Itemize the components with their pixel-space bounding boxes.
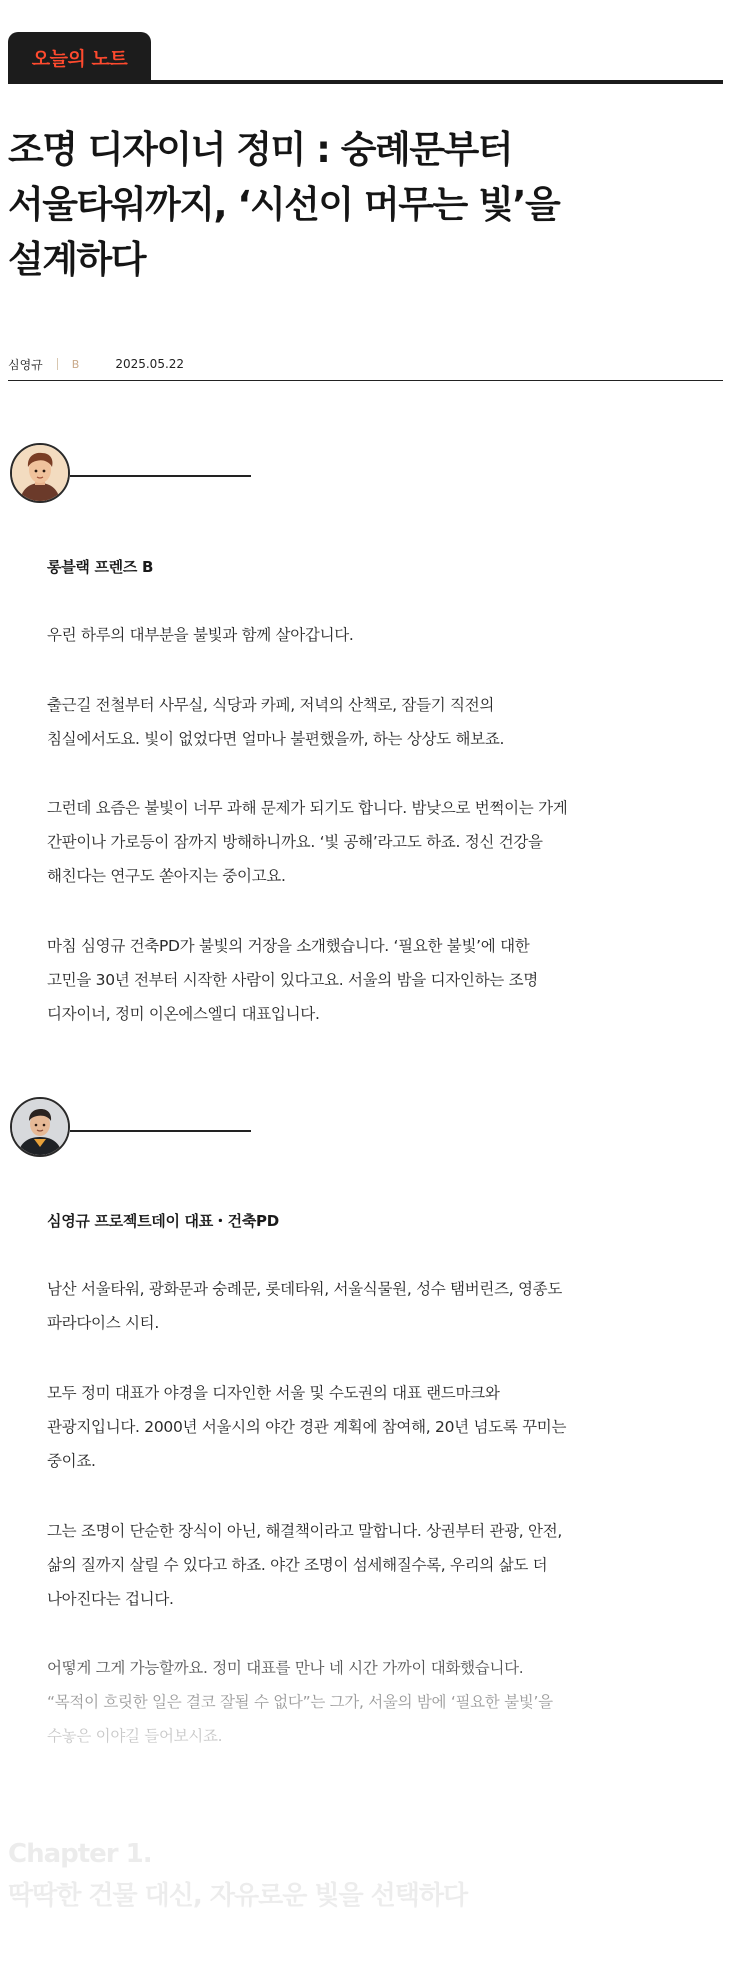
publish-date: 2025.05.22 bbox=[115, 357, 185, 371]
tab-todays-note[interactable] bbox=[8, 32, 151, 82]
note-header bbox=[8, 32, 723, 86]
author-badge: B bbox=[71, 357, 80, 371]
title-line: 서울타워까지, ‘시선이 머무는 빛’을 bbox=[8, 183, 560, 226]
body-paragraph: 그는 조명이 단순한 장식이 아닌, 해결책이라고 말합니다. 상권부터 관광, 안전, 삶의 질까지 살릴 수 있다고 하죠. 야간 조명이 섬세해질수록, 우리의 삶도 더 나아진다는 겁니다. bbox=[47, 1522, 563, 1608]
avatar-shim-younggyu bbox=[10, 1097, 70, 1157]
header-divider bbox=[8, 80, 723, 84]
speaker-line bbox=[70, 1130, 251, 1132]
chapter-heading bbox=[8, 1833, 467, 1917]
meta-separator bbox=[57, 358, 58, 370]
body-paragraph: 우린 하루의 대부분을 불빛과 함께 살아갑니다. bbox=[47, 626, 354, 644]
title-line: 조명 디자이너 정미 : 숭례문부터 bbox=[8, 128, 512, 171]
avatar-longblack-friends bbox=[10, 443, 70, 503]
body-paragraph: 그런데 요즘은 불빛이 너무 과해 문제가 되기도 합니다. 밤낮으로 번쩍이는 가게 간판이나 가로등이 잠까지 방해하니까요. ‘빛 공해’라고도 하죠. 정신 건강을 해친다는 연구도 쏟아지는 중이고요. bbox=[47, 799, 568, 885]
title-line: 설계하다 bbox=[8, 238, 145, 281]
chapter-title: 딱딱한 건물 대신, 자유로운 빛을 선택하다 bbox=[8, 1881, 468, 1911]
body-paragraph-fading: 어떻게 그게 가능할까요. 정미 대표를 만나 네 시간 가까이 대화했습니다. “목적이 흐릿한 일은 결코 잘될 수 없다”는 그가, 서울의 밤에 ‘필요한 불빛’을 수놓은 이야길 들어보시죠. bbox=[47, 1659, 553, 1745]
article-title bbox=[8, 122, 628, 287]
author-name[interactable]: 심영규 bbox=[8, 357, 43, 372]
meta-divider bbox=[8, 380, 723, 381]
article-meta bbox=[8, 354, 184, 374]
chapter-label: Chapter 1. bbox=[8, 1839, 152, 1869]
tab-label: 오늘의 노트 bbox=[31, 47, 128, 70]
speaker-line bbox=[70, 475, 251, 477]
body-paragraph: 모두 정미 대표가 야경을 디자인한 서울 및 수도권의 대표 랜드마크와 관광지입니다. 2000년 서울시의 야간 경관 계획에 참여해, 20년 넘도록 꾸미는 중이죠. bbox=[47, 1384, 567, 1470]
speaker-name: 심영규 프로젝트데이 대표・건축PD bbox=[47, 1212, 279, 1230]
body-paragraph: 출근길 전철부터 사무실, 식당과 카페, 저녁의 산책로, 잠들기 직전의 침실에서도요. 빛이 없었다면 얼마나 불편했을까, 하는 상상도 해보죠. bbox=[47, 696, 505, 748]
body-paragraph: 남산 서울타워, 광화문과 숭례문, 롯데타워, 서울식물원, 성수 탬버린즈, 영종도 파라다이스 시티. bbox=[47, 1280, 563, 1332]
body-paragraph: 마침 심영규 건축PD가 불빛의 거장을 소개했습니다. ‘필요한 불빛’에 대한 고민을 30년 전부터 시작한 사람이 있다고요. 서울의 밤을 디자인하는 조명 디자이너, 정미 이온에스엘디 대표입니다. bbox=[47, 937, 538, 1023]
speaker-name: 롱블랙 프렌즈 B bbox=[47, 558, 154, 576]
